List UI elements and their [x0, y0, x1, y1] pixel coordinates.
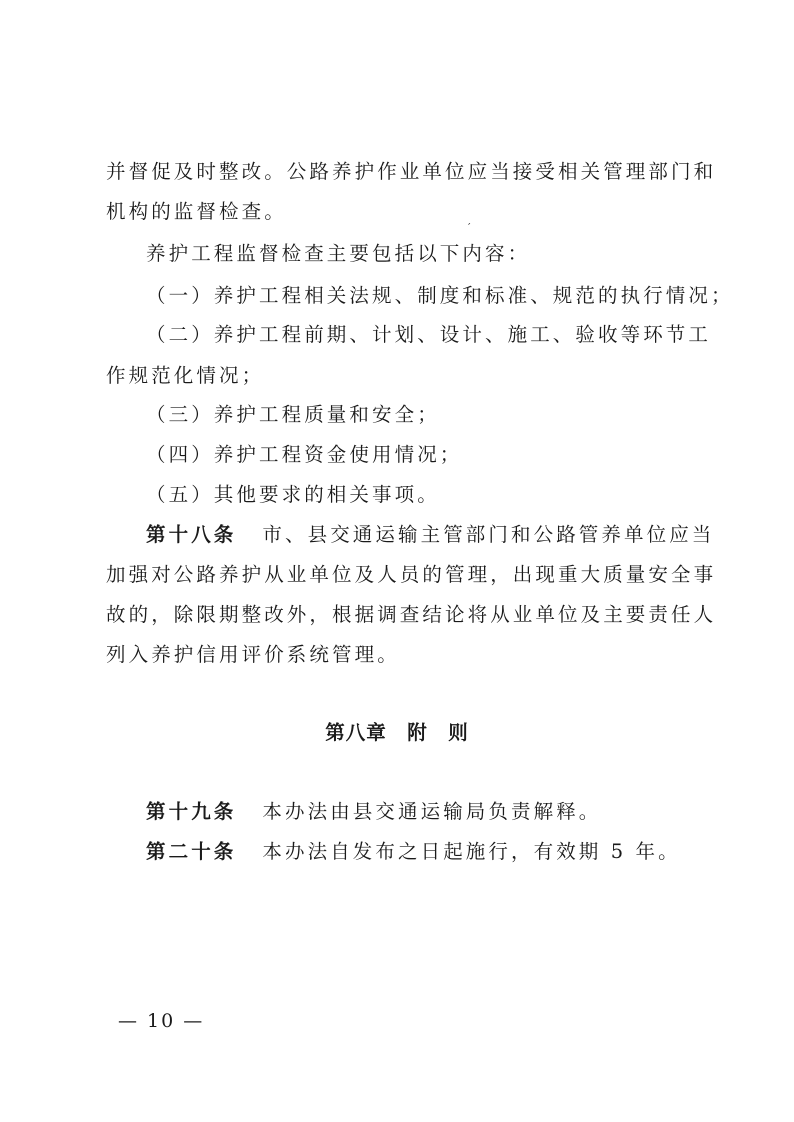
- list-item: （四）养护工程资金使用情况；: [146, 443, 463, 466]
- article-19: [146, 802, 601, 822]
- paragraph-line: 机构的监督检查。: [106, 200, 287, 223]
- article-18-first-line: [146, 525, 714, 545]
- article-20: [146, 842, 681, 862]
- list-item-continuation: 作规范化情况；: [106, 364, 265, 387]
- list-item: （二）养护工程前期、计划、设计、施工、验收等环节工: [146, 323, 712, 346]
- paragraph-line: 并督促及时整改。公路养护作业单位应当接受相关管理部门和: [106, 160, 717, 183]
- article-text: 市、县交通运输主管部门和公路管养单位应当: [262, 523, 715, 546]
- stray-mark: ′: [468, 221, 471, 234]
- page-number: — 10 —: [118, 1010, 205, 1032]
- article-18-line: 列入养护信用评价系统管理。: [106, 643, 400, 666]
- article-label: 第十九条: [146, 800, 237, 823]
- list-item: （五）其他要求的相关事项。: [146, 483, 440, 506]
- paragraph-line: 养护工程监督检查主要包括以下内容：: [146, 242, 531, 265]
- chapter-heading: 第八章 附 则: [325, 721, 469, 744]
- article-18-line: 加强对公路养护从业单位及人员的管理，出现重大质量安全事: [106, 563, 717, 586]
- article-text: 本办法由县交通运输局负责解释。: [262, 800, 602, 823]
- article-label: 第十八条: [146, 523, 237, 546]
- list-item: （一）养护工程相关法规、制度和标准、规范的执行情况；: [146, 284, 734, 307]
- article-label: 第二十条: [146, 840, 237, 863]
- article-18-line: 故的，除限期整改外，根据调查结论将从业单位及主要责任人: [106, 603, 717, 626]
- article-text: 本办法自发布之日起施行，有效期 5 年。: [262, 840, 681, 863]
- list-item: （三）养护工程质量和安全；: [146, 403, 440, 426]
